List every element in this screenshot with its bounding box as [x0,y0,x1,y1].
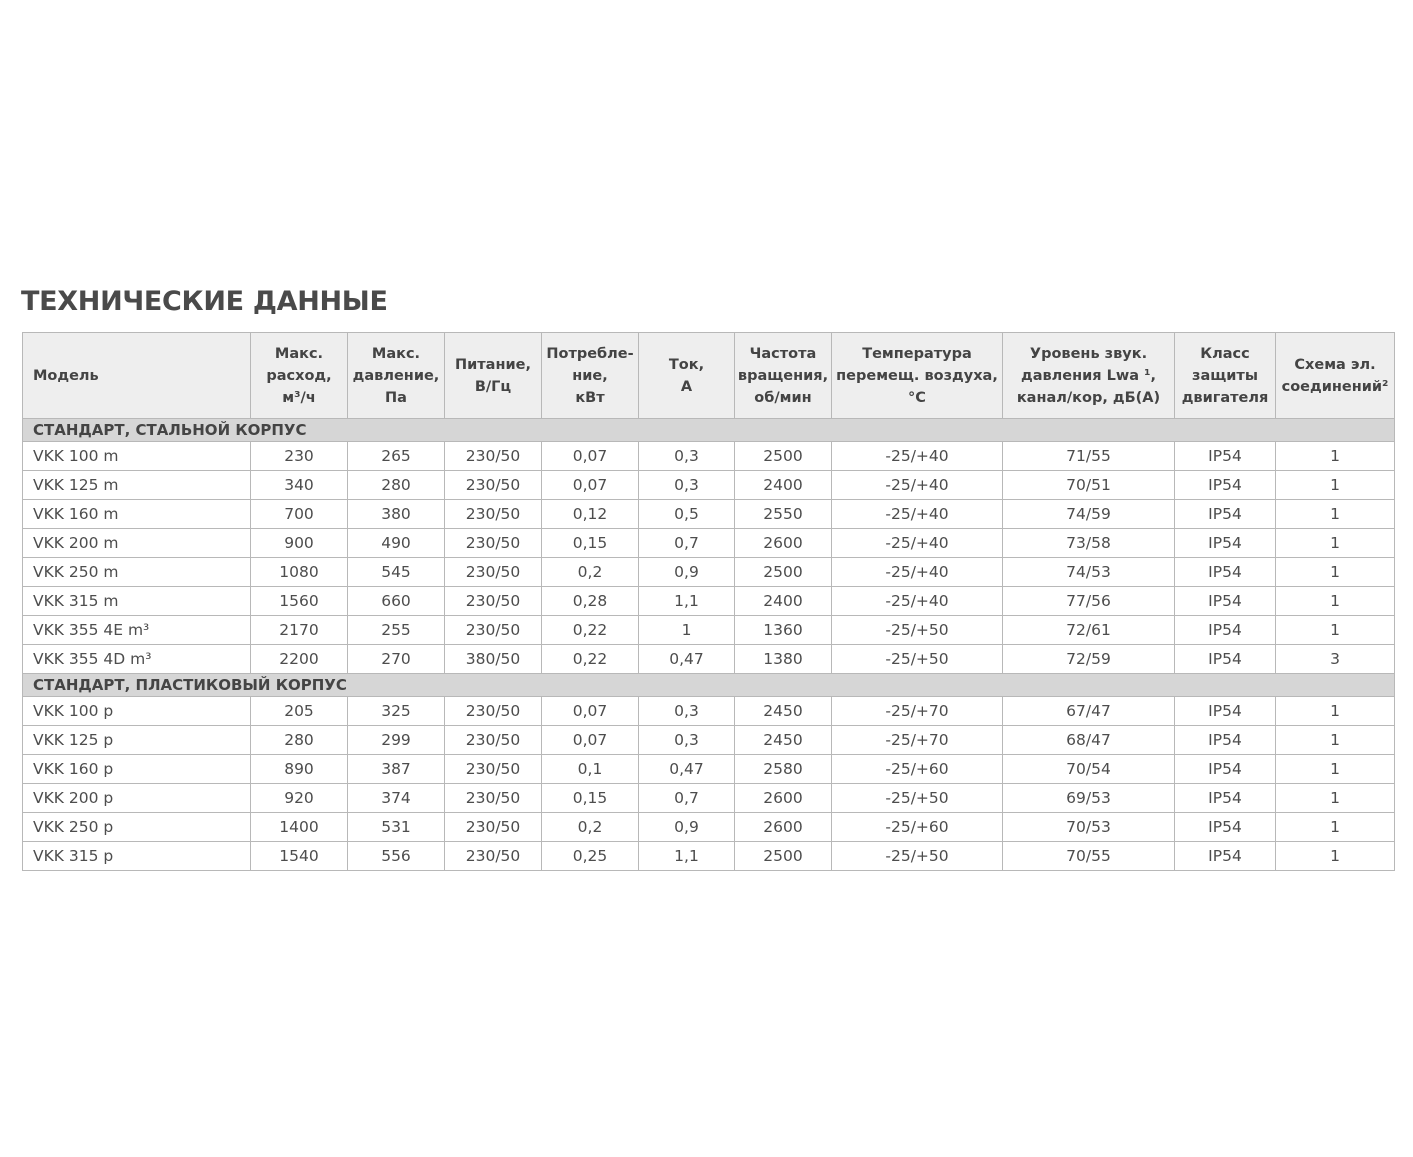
table-cell: 1400 [251,813,348,842]
model-cell: VKK 160 p [23,755,251,784]
table-cell: IP54 [1175,558,1276,587]
table-cell: 0,1 [542,755,639,784]
section-row [23,674,1395,697]
table-cell: 0,3 [639,442,735,471]
table-cell: 230/50 [445,529,542,558]
table-cell: 340 [251,471,348,500]
table-cell: 1,1 [639,587,735,616]
table-cell: 230/50 [445,842,542,871]
model-cell: VKK 355 4E m³ [23,616,251,645]
table-cell: -25/+40 [832,558,1003,587]
table-cell: 2400 [735,471,832,500]
table-cell: 1360 [735,616,832,645]
page-title: ТЕХНИЧЕСКИЕ ДАННЫЕ [21,286,388,317]
table-cell: 230/50 [445,500,542,529]
table-cell: 1 [639,616,735,645]
table-cell: 230/50 [445,726,542,755]
table-cell: 545 [348,558,445,587]
table-cell: 0,7 [639,529,735,558]
table-cell: 0,15 [542,529,639,558]
table-cell: 1,1 [639,842,735,871]
table-cell: 265 [348,442,445,471]
table-cell: IP54 [1175,500,1276,529]
model-cell: VKK 125 p [23,726,251,755]
table-row [23,471,1395,500]
table-cell: 1 [1276,726,1395,755]
table-cell: 900 [251,529,348,558]
table-cell: -25/+60 [832,755,1003,784]
table-cell: 1 [1276,587,1395,616]
column-header: Макс. расход, м³/ч [251,333,348,419]
table-cell: 2550 [735,500,832,529]
table-cell: -25/+40 [832,471,1003,500]
table-cell: -25/+40 [832,500,1003,529]
column-header: Макс. давление, Па [348,333,445,419]
table-cell: 0,9 [639,558,735,587]
table-cell: 230/50 [445,813,542,842]
table-cell: IP54 [1175,697,1276,726]
table-cell: 0,07 [542,471,639,500]
table-row [23,529,1395,558]
table-cell: 2170 [251,616,348,645]
table-cell: -25/+70 [832,726,1003,755]
table-cell: 67/47 [1003,697,1175,726]
table-row [23,726,1395,755]
table-cell: -25/+50 [832,645,1003,674]
table-cell: 1 [1276,813,1395,842]
column-header: Модель [23,333,251,419]
table-cell: 890 [251,755,348,784]
table-cell: 0,7 [639,784,735,813]
column-header: Потребле- ние, кВт [542,333,639,419]
section-label: СТАНДАРТ, ПЛАСТИКОВЫЙ КОРПУС [23,674,1395,697]
table-cell: 380 [348,500,445,529]
table-cell: 490 [348,529,445,558]
table-cell: 299 [348,726,445,755]
table-cell: 374 [348,784,445,813]
table-cell: 0,47 [639,755,735,784]
table-cell: 72/61 [1003,616,1175,645]
table-cell: 0,07 [542,442,639,471]
table-cell: 230/50 [445,616,542,645]
table-row [23,813,1395,842]
table-cell: 73/58 [1003,529,1175,558]
table-header-row [23,333,1395,419]
table-cell: 77/56 [1003,587,1175,616]
column-header: Температура перемещ. воздуха, °С [832,333,1003,419]
table-row [23,842,1395,871]
table-cell: IP54 [1175,755,1276,784]
table-cell: -25/+50 [832,784,1003,813]
table-cell: 1 [1276,616,1395,645]
model-cell: VKK 355 4D m³ [23,645,251,674]
table-cell: 1 [1276,442,1395,471]
table-row [23,697,1395,726]
table-cell: 1 [1276,697,1395,726]
table-cell: 1 [1276,755,1395,784]
table-cell: 3 [1276,645,1395,674]
table-cell: 71/55 [1003,442,1175,471]
table-cell: IP54 [1175,813,1276,842]
table-cell: 255 [348,616,445,645]
table-cell: 2500 [735,842,832,871]
table-cell: IP54 [1175,587,1276,616]
table-cell: 556 [348,842,445,871]
table-cell: 0,07 [542,697,639,726]
model-cell: VKK 100 m [23,442,251,471]
table-cell: 325 [348,697,445,726]
table-cell: 0,3 [639,697,735,726]
table-row [23,500,1395,529]
table-cell: IP54 [1175,529,1276,558]
table-cell: 230/50 [445,587,542,616]
table-cell: 1560 [251,587,348,616]
table-cell: -25/+70 [832,697,1003,726]
table-cell: 70/54 [1003,755,1175,784]
column-header: Схема эл. соединений² [1276,333,1395,419]
model-cell: VKK 315 m [23,587,251,616]
column-header: Ток, А [639,333,735,419]
table-row [23,587,1395,616]
table-cell: 70/51 [1003,471,1175,500]
column-header: Уровень звук. давления Lwa ¹, канал/кор, дБ(А) [1003,333,1175,419]
table-cell: 0,5 [639,500,735,529]
column-header: Частота вращения, об/мин [735,333,832,419]
table-cell: 920 [251,784,348,813]
table-cell: 0,12 [542,500,639,529]
model-cell: VKK 100 p [23,697,251,726]
table-cell: 660 [348,587,445,616]
table-cell: 1 [1276,558,1395,587]
table-cell: 2450 [735,697,832,726]
column-header: Питание, В/Гц [445,333,542,419]
table-cell: 0,07 [542,726,639,755]
table-cell: 74/59 [1003,500,1175,529]
table-cell: 1 [1276,500,1395,529]
table-cell: 230/50 [445,558,542,587]
table-row [23,645,1395,674]
section-label: СТАНДАРТ, СТАЛЬНОЙ КОРПУС [23,419,1395,442]
model-cell: VKK 315 p [23,842,251,871]
table-cell: 2200 [251,645,348,674]
table-cell: 1380 [735,645,832,674]
table-cell: 380/50 [445,645,542,674]
table-row [23,442,1395,471]
table-cell: 230 [251,442,348,471]
table-cell: 1 [1276,471,1395,500]
section-row [23,419,1395,442]
table-cell: 2600 [735,813,832,842]
table-cell: 2600 [735,529,832,558]
technical-data-table [22,332,1395,871]
table-cell: IP54 [1175,471,1276,500]
table-cell: 0,15 [542,784,639,813]
table-cell: 0,2 [542,558,639,587]
table-cell: 205 [251,697,348,726]
table-cell: -25/+40 [832,587,1003,616]
table-cell: 1 [1276,842,1395,871]
table-cell: 1080 [251,558,348,587]
table-cell: 2500 [735,558,832,587]
table-cell: 531 [348,813,445,842]
table-cell: -25/+40 [832,442,1003,471]
table-cell: 230/50 [445,784,542,813]
table-cell: 0,22 [542,645,639,674]
table-cell: 0,3 [639,726,735,755]
model-cell: VKK 250 m [23,558,251,587]
table-cell: 0,25 [542,842,639,871]
table-cell: 230/50 [445,442,542,471]
table-cell: IP54 [1175,726,1276,755]
table-cell: 72/59 [1003,645,1175,674]
table-cell: 1540 [251,842,348,871]
model-cell: VKK 125 m [23,471,251,500]
table-cell: IP54 [1175,616,1276,645]
table-cell: 2500 [735,442,832,471]
table-cell: 2580 [735,755,832,784]
model-cell: VKK 200 m [23,529,251,558]
table-cell: 2600 [735,784,832,813]
model-cell: VKK 250 p [23,813,251,842]
model-cell: VKK 160 m [23,500,251,529]
table-cell: -25/+50 [832,616,1003,645]
table-cell: IP54 [1175,842,1276,871]
column-header: Класс защиты двигателя [1175,333,1276,419]
table-cell: 2450 [735,726,832,755]
table-cell: 270 [348,645,445,674]
table-cell: 0,22 [542,616,639,645]
table-cell: 1 [1276,529,1395,558]
table-cell: 230/50 [445,471,542,500]
table-cell: IP54 [1175,784,1276,813]
table-cell: 68/47 [1003,726,1175,755]
table-cell: 70/53 [1003,813,1175,842]
table-row [23,558,1395,587]
table-cell: IP54 [1175,645,1276,674]
table-cell: 0,2 [542,813,639,842]
table-cell: 2400 [735,587,832,616]
table-cell: 280 [251,726,348,755]
table-cell: 69/53 [1003,784,1175,813]
table-row [23,784,1395,813]
table-cell: 70/55 [1003,842,1175,871]
table-cell: 230/50 [445,755,542,784]
table-cell: 230/50 [445,697,542,726]
table-cell: 0,9 [639,813,735,842]
table-cell: 280 [348,471,445,500]
table-cell: 1 [1276,784,1395,813]
table-cell: -25/+50 [832,842,1003,871]
table-cell: 74/53 [1003,558,1175,587]
table-row [23,755,1395,784]
table-cell: IP54 [1175,442,1276,471]
table-cell: 700 [251,500,348,529]
table-cell: -25/+40 [832,529,1003,558]
table-cell: 0,3 [639,471,735,500]
model-cell: VKK 200 p [23,784,251,813]
table-cell: 0,47 [639,645,735,674]
table-cell: 387 [348,755,445,784]
table-row [23,616,1395,645]
table-cell: -25/+60 [832,813,1003,842]
table-cell: 0,28 [542,587,639,616]
